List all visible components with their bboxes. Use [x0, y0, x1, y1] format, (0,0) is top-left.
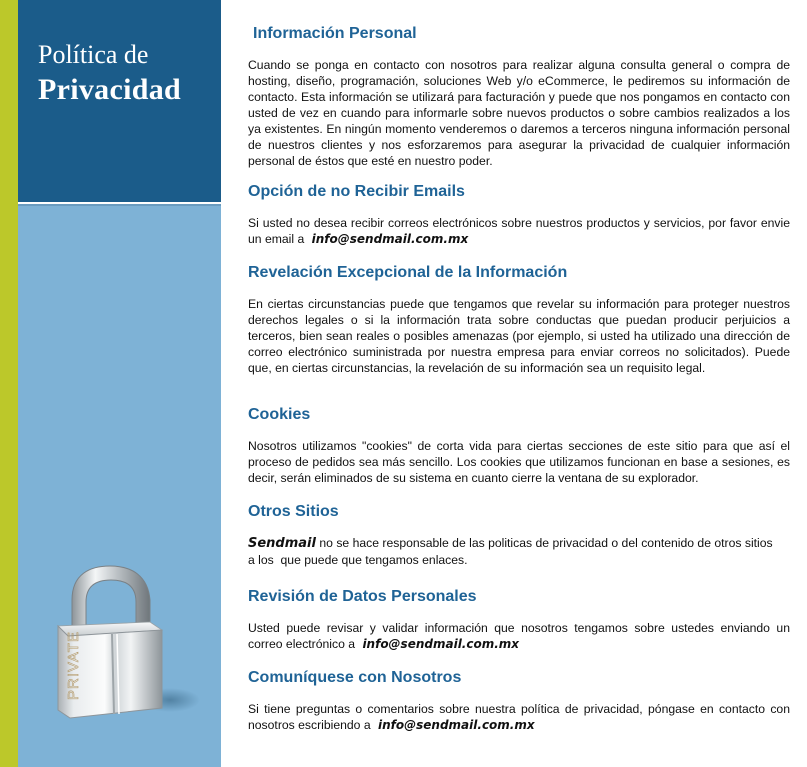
section-body: Nosotros utilizamos "cookies" de corta vida para ciertas secciones de este sitio para que así el proceso de pedidos sea más sencillo. Los cookies que utilizamos funcionan en base a sesiones, es decir, serán eliminados de su sistema en cuanto cierre la ventana de su explorador. [248, 439, 790, 485]
padlock-private-label: PRIVATE [65, 631, 82, 700]
section-heading: Comuníquese con Nosotros [248, 669, 462, 686]
section-body [248, 701, 790, 733]
accent-strip [0, 0, 18, 767]
page-title-line1: Política de [38, 40, 149, 69]
section-body-text: Si tiene preguntas o comentarios sobre nuestra política de privacidad, póngase en contacto con nosotros escribiendo a [248, 702, 790, 732]
section-body [248, 215, 790, 247]
email-link[interactable]: info@sendmail.com.mx [362, 637, 520, 651]
section-comuniquese [248, 668, 790, 733]
section-heading: Otros Sitios [248, 503, 339, 520]
section-body [248, 535, 790, 568]
brand-name: Sendmail [248, 536, 316, 551]
email-link[interactable]: info@sendmail.com.mx [311, 232, 469, 246]
padlock-icon [50, 560, 200, 725]
section-revelacion [248, 263, 790, 376]
section-heading: Opción de no Recibir Emails [248, 183, 465, 200]
section-body [248, 620, 790, 652]
section-body-line1: no se hace responsable de las politicas de privacidad o del contenido de otros sitios [315, 536, 773, 550]
section-body-line2: a los que puede que tengamos enlaces. [248, 553, 468, 567]
section-body-text: Si usted no desea recibir correos electrónicos sobre nuestros productos y servicios, por favor envie un email a [248, 216, 790, 246]
padlock-shackle [72, 566, 150, 632]
section-informacion-personal [248, 24, 790, 169]
page-title-line2: Privacidad [38, 73, 181, 106]
section-body: En ciertas circunstancias puede que tengamos que revelar su información para proteger nuestros derechos legales o si la información trata sobre conductas que puedan producir perjuicios a terceros, bien sean reales o posibles amenazas (por ejemplo, si usted ha utilizado una dirección de correo electrónico suministrada por nuestra empresa para enviar correos no solicitados). Puede que, en ciertas circunstancias, la revelación de su información sea un requisito legal. [248, 297, 790, 375]
section-body: Cuando se ponga en contacto con nosotros para realizar alguna consulta general o compra de hosting, diseño, programación, soluciones Web y/o eCommerce, le pediremos su información de contacto. Esta información se utilizará para facturación y puede que nos pongamos en contacto con usted de vez en cuando para informarle sobre nuevos productos o sobre cambios realizados a los ya existentes. En ningún momento venderemos o daremos a terceros ninguna información personal de nuestros clientes y nos esforzaremos para asegurar la privacidad de cualquier información personal de éstos que esté en nuestro poder. [248, 58, 790, 168]
section-opcion-no-recibir [248, 182, 790, 247]
section-body-text: Usted puede revisar y validar información que nosotros tengamos sobre ustedes enviando un correo electrónico a [248, 621, 790, 651]
section-heading: Revisión de Datos Personales [248, 588, 477, 605]
email-link[interactable]: info@sendmail.com.mx [378, 718, 535, 732]
section-otros-sitios [248, 502, 790, 568]
section-heading: Revelación Excepcional de la Información [248, 264, 568, 281]
section-heading: Cookies [248, 406, 311, 423]
section-heading: Información Personal [253, 25, 417, 42]
section-revision-datos [248, 587, 790, 652]
section-cookies [248, 405, 790, 486]
